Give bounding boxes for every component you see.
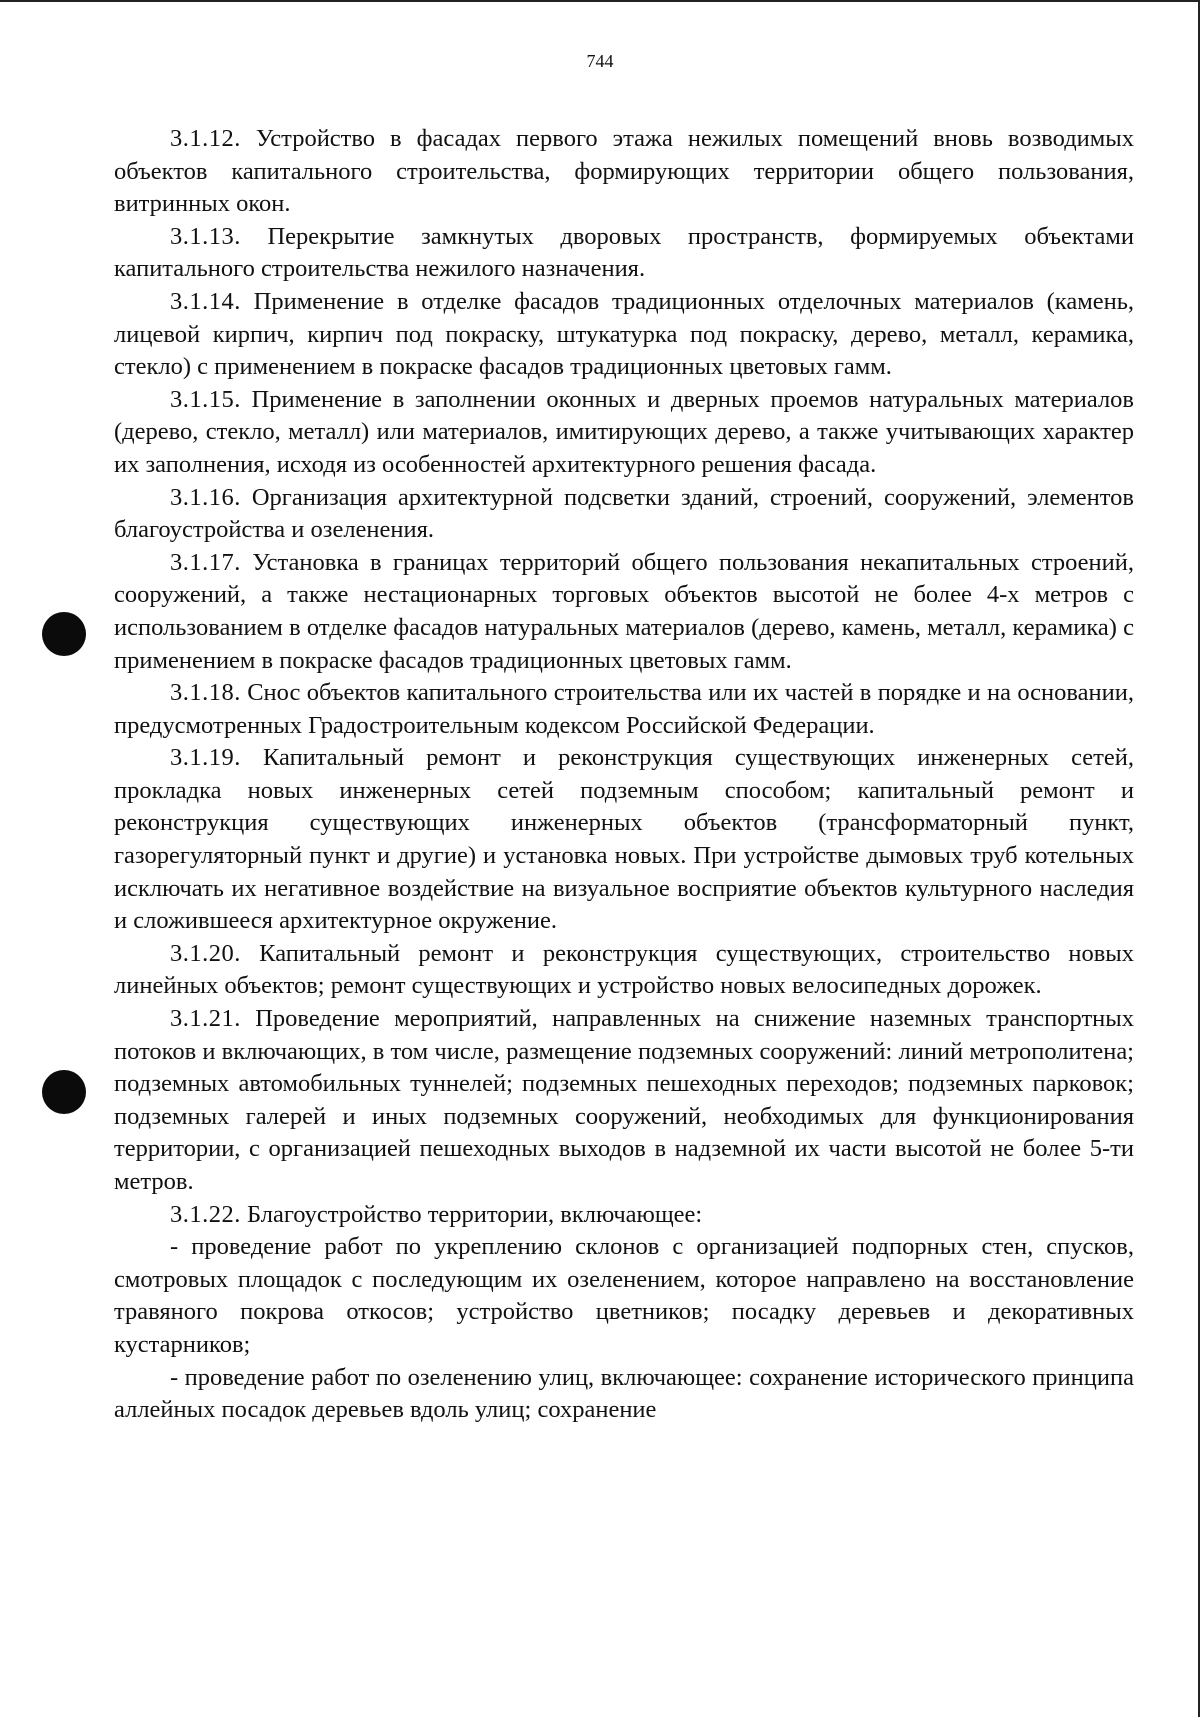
clause-number: 3.1.14. [170, 287, 241, 315]
paragraph-3-1-16 [114, 482, 1134, 547]
clause-text: Устройство в фасадах первого этажа нежилых помещений вновь возводимых объектов капитального строительства, формирующих территории общего пользования, витринных окон. [114, 125, 1134, 218]
clause-number: 3.1.16. [170, 483, 241, 511]
punch-hole-icon [42, 1070, 86, 1114]
clause-text: Применение в заполнении оконных и дверных проемов натуральных материалов (дерево, стекло, металл) или материалов, имитирующих дерево, а также учитывающих характер их заполнения, исходя из особенностей архитектурного решения фасада. [114, 385, 1134, 478]
clause-number: 3.1.20. [170, 939, 241, 967]
clause-text: Снос объектов капитального строительства или их частей в порядке и на основании, предусмотренных Градостроительным кодексом Российской Федерации. [114, 679, 1134, 739]
clause-text: Перекрытие замкнутых дворовых пространств, формируемых объектами капитального строительства нежилого назначения. [114, 222, 1135, 283]
clause-number: 3.1.22. [170, 1200, 241, 1228]
paragraph-3-1-17 [114, 547, 1134, 677]
clause-number: 3.1.21. [170, 1005, 241, 1033]
punch-hole-icon [42, 612, 86, 656]
clause-number: 3.1.13. [170, 222, 241, 250]
clause-number: 3.1.17. [170, 548, 241, 576]
clause-number: 3.1.18. [170, 679, 241, 707]
clause-text: Проведение мероприятий, направленных на снижение наземных транспортных потоков и включающих, в том числе, размещение подземных сооружений: линий метрополитена; подземных автомобильных туннелей; подземных пешеходных переходов; подземных парковок; подземных галерей и иных подземных сооружений, необходимых для функционирования территории, с организацией пешеходных выходов в надземной их части высотой не более 5-ти метров. [114, 1005, 1135, 1195]
paragraph-3-1-19 [114, 742, 1134, 938]
clause-text: Благоустройство территории, включающее: [247, 1200, 703, 1228]
clause-text: Организация архитектурной подсветки зданий, строений, сооружений, элементов благоустройства и озеленения. [114, 483, 1134, 544]
list-item: - проведение работ по укреплению склонов с организацией подпорных стен, спусков, смотровых площадок с последующим их озеленением, которое направлено на восстановление травяного покрова откосов; устройство цветников; посадку деревьев и декоративных кустарников; [114, 1233, 1134, 1358]
paragraph-3-1-22 [114, 1199, 1134, 1232]
paragraph-3-1-18 [114, 677, 1134, 742]
paragraph-3-1-13 [114, 221, 1134, 286]
clause-text: Установка в границах территорий общего пользования некапитальных строений, сооружений, а также нестационарных торговых объектов высотой не более 4-х метров с использованием в отделке фасадов натуральных материалов (дерево, камень, металл, керамика) с применением в покраске фасадов традиционных цветовых гамм. [114, 548, 1135, 674]
paragraph-3-1-21 [114, 1003, 1134, 1199]
document-body [114, 123, 1134, 1427]
paragraph-3-1-15 [114, 384, 1134, 482]
paragraph-3-1-12 [114, 123, 1134, 221]
clause-number: 3.1.19. [170, 744, 241, 772]
clause-number: 3.1.15. [170, 385, 241, 413]
paragraph-3-1-20 [114, 938, 1134, 1003]
clause-text: Применение в отделке фасадов традиционных отделочных материалов (камень, лицевой кирпич, кирпич под покраску, штукатурка под покраску, дерево, металл, керамика, стекло) с применением в покраске фасадов традиционных цветовых гамм. [114, 287, 1135, 381]
paragraph-3-1-14 [114, 286, 1134, 384]
list-item: - проведение работ по озеленению улиц, включающее: сохранение исторического принципа аллейных посадок деревьев вдоль улиц; сохранение [114, 1363, 1134, 1424]
page-number: 744 [586, 51, 614, 71]
clause-text: Капитальный ремонт и реконструкция существующих, строительство новых линейных объектов; ремонт существующих и устройство новых велосипедных дорожек. [114, 939, 1134, 1000]
scan-edge-top [0, 0, 1200, 2]
clause-number: 3.1.12. [170, 125, 241, 152]
clause-text: Капитальный ремонт и реконструкция существующих инженерных сетей, прокладка новых инженерных сетей подземным способом; капитальный ремонт и реконструкция существующих инженерных объектов (трансформаторный пункт, газорегуляторный пункт и другие) и установка новых. При устройстве дымовых труб котельных исключать их негативное воздействие на визуальное восприятие объектов культурного наследия и сложившееся архитектурное окружение. [114, 744, 1134, 935]
